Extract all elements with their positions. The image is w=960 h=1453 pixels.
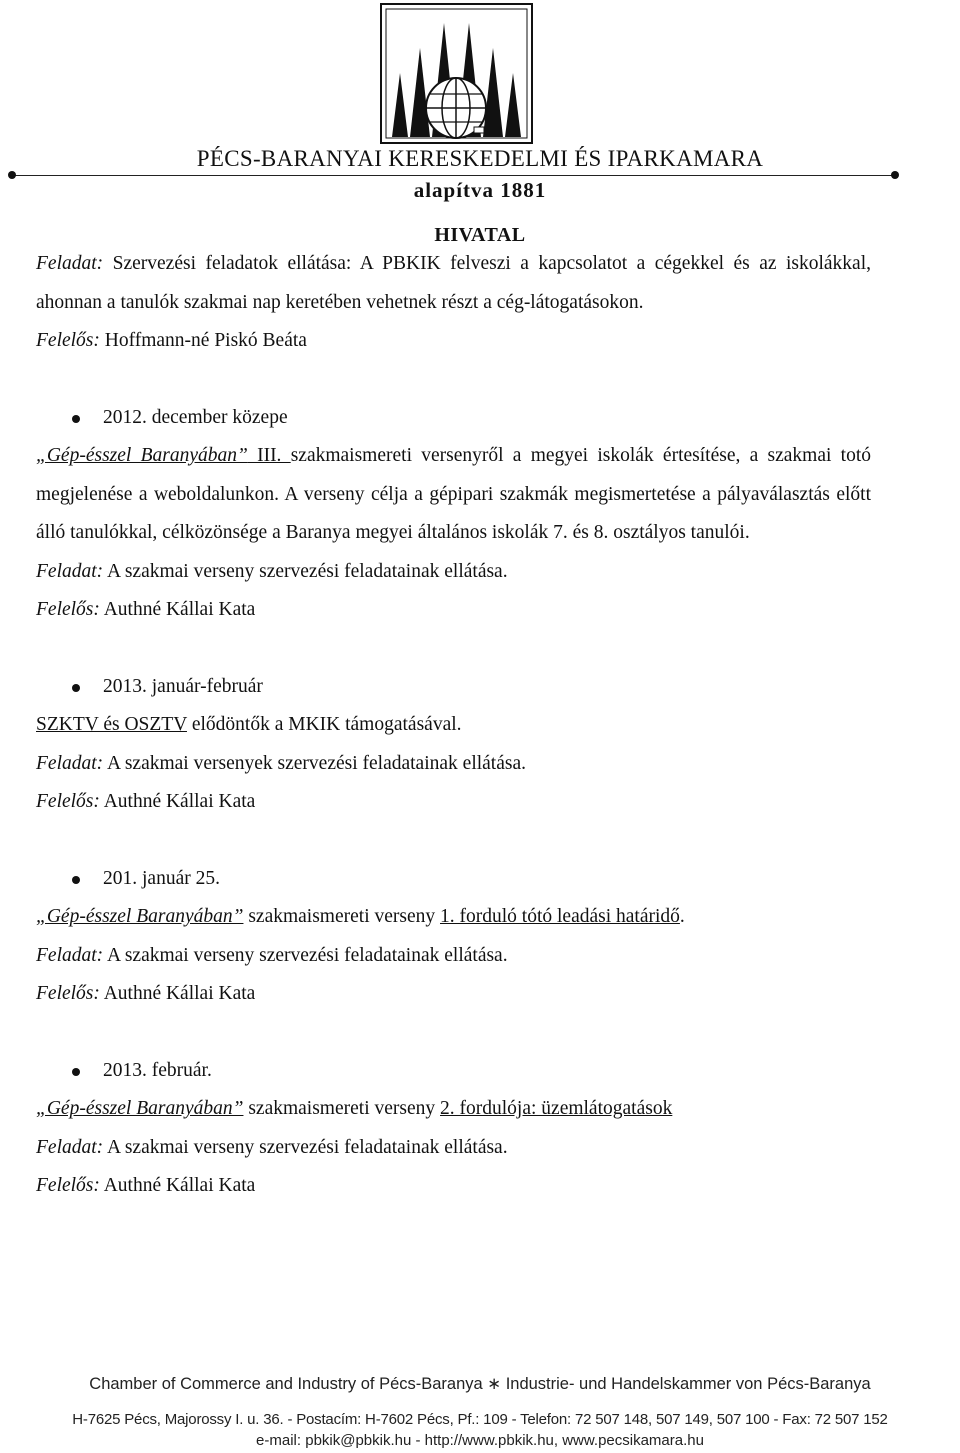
task-label: Feladat: <box>36 944 104 966</box>
item-task <box>36 745 871 784</box>
task-label: Feladat: <box>36 752 104 774</box>
responsible-label: Felelős: <box>36 791 100 812</box>
item-description <box>36 437 871 553</box>
item-responsible <box>36 975 871 1014</box>
header-rule <box>12 175 895 176</box>
item-date: 201. január 25. <box>103 867 220 889</box>
item-date: 2013. január-február <box>103 675 263 697</box>
task-text: Szervezési feladatok ellátása: A PBKIK felveszi a kapcsolatot a cégekkel és az iskolákkal, ahonnan a tanulók szakmai nap keretében vehetnek részt a cég-látogatásokon. <box>36 253 871 313</box>
event-detail: 1. forduló tótó leadási határidő <box>440 906 680 927</box>
event-body: szakmaismereti versenyről a megyei iskolák értesítése, a szakmai totó megjelenése a weboldalunkon. A verseny célja a gépipari szakmák megismertetése a pályaválasztás előtt álló tanulókkal, célközönsége a Baranya megyei általános iskolák 7. és 8. osztályos tanulói. <box>36 445 871 543</box>
founded-year: alapítva 1881 <box>413 178 547 202</box>
chamber-logo <box>380 3 533 144</box>
item-responsible <box>36 591 871 630</box>
org-name: PÉCS-BARANYAI KERESKEDELMI ÉS IPARKAMARA <box>196 146 764 171</box>
intro-responsible <box>36 322 871 361</box>
item-task <box>36 553 871 592</box>
responsible-text: Hoffmann-né Piskó Beáta <box>99 330 307 351</box>
item-date: 2012. december közepe <box>103 406 288 428</box>
footer-chamber-names: Chamber of Commerce and Industry of Pécs-Baranya ∗ Industrie- und Handelskammer von Pécs-Baranya <box>89 1375 871 1393</box>
event-title: „Gép-ésszel Baranyában” <box>36 445 248 466</box>
event-body: elődöntők a MKIK támogatásával. <box>186 714 462 735</box>
footer-contact: e-mail: pbkik@pbkik.hu - http://www.pbkik.hu, www.pecsikamara.hu <box>256 1432 704 1449</box>
responsible-text: Authné Kállai Kata <box>99 983 256 1004</box>
item-date: 2013. február. <box>103 1059 212 1081</box>
responsible-label: Felelős: <box>36 599 100 620</box>
responsible-text: Authné Kállai Kata <box>99 1175 256 1196</box>
event-title: SZKTV és OSZTV <box>36 714 187 735</box>
list-item-date <box>36 1052 871 1091</box>
responsible-label: Felelős: <box>36 1175 100 1196</box>
item-description <box>36 1090 871 1129</box>
event-body: szakmaismereti verseny <box>243 1098 441 1119</box>
event-title-suffix: III. <box>247 445 291 466</box>
event-title: „Gép-ésszel Baranyában” <box>36 906 244 927</box>
item-description <box>36 706 871 745</box>
responsible-label: Felelős: <box>36 983 100 1004</box>
task-text: A szakmai verseny szervezési feladatainak ellátása. <box>103 560 508 582</box>
event-body: szakmaismereti verseny <box>243 906 441 927</box>
responsible-label: Felelős: <box>36 330 100 351</box>
item-description <box>36 898 871 937</box>
event-title: „Gép-ésszel Baranyában” <box>36 1098 244 1119</box>
task-text: A szakmai versenyek szervezési feladatainak ellátása. <box>103 752 526 774</box>
item-task <box>36 1129 871 1168</box>
footer-address: H-7625 Pécs, Majorossy I. u. 36. - Postacím: H-7602 Pécs, Pf.: 109 - Telefon: 72 507 148, 507 149, 507 100 - Fax: 72 507 152 <box>72 1411 888 1428</box>
section-title: HIVATAL <box>434 224 526 246</box>
intro-task <box>36 245 871 322</box>
list-item-date <box>36 860 871 899</box>
task-label: Feladat: <box>36 253 104 274</box>
item-responsible <box>36 1167 871 1206</box>
item-task <box>36 937 871 976</box>
responsible-text: Authné Kállai Kata <box>99 791 256 812</box>
document-body <box>36 245 871 1206</box>
event-detail: 2. fordulója: üzemlátogatások <box>440 1098 673 1119</box>
event-end: . <box>679 906 685 927</box>
task-label: Feladat: <box>36 560 104 582</box>
list-item-date <box>36 668 871 707</box>
responsible-text: Authné Kállai Kata <box>99 599 256 620</box>
list-item-date <box>36 399 871 438</box>
task-text: A szakmai verseny szervezési feladatainak ellátása. <box>103 1136 508 1158</box>
item-responsible <box>36 783 871 822</box>
task-text: A szakmai verseny szervezési feladatainak ellátása. <box>103 944 508 966</box>
task-label: Feladat: <box>36 1136 104 1158</box>
